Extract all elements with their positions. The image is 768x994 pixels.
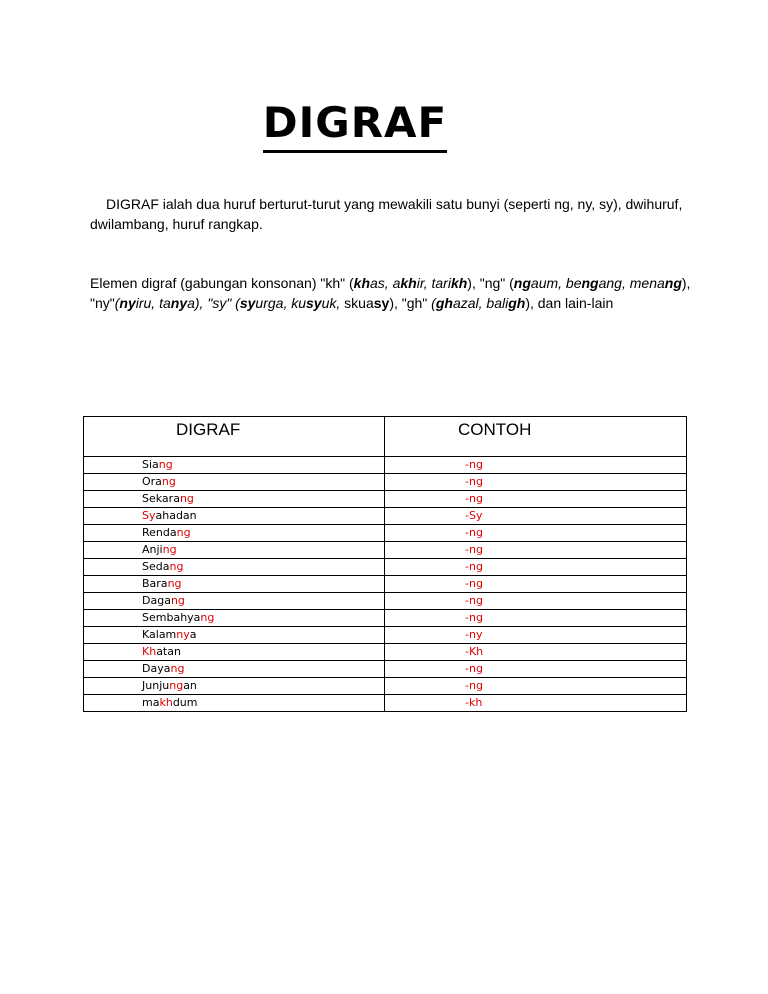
digraf-highlight: Kh [142,645,157,658]
word-part: Daya [142,662,171,675]
paragraph-segment: ny [119,295,136,311]
digraf-table [83,416,687,712]
table-row [84,559,687,576]
title-text: DIGRAF [263,98,448,153]
paragraph-segment: Elemen digraf (gabungan konsonan) "kh" ( [90,275,354,291]
word-cell [84,627,385,644]
paragraph-segment: kh [450,275,468,291]
word-part: Kalam [142,628,177,641]
paragraph-segment: kh [400,275,417,291]
table-row [84,644,687,661]
suffix-cell: -ng [385,661,687,678]
paragraph-segment: ir, tari [416,275,451,291]
definition-paragraph [90,194,700,234]
table-row [84,491,687,508]
paragraph-segment: ( [114,295,120,311]
paragraph-segment: sy [373,295,390,311]
suffix-cell: -Sy [385,508,687,525]
word-cell [84,644,385,661]
suffix-cell: -ng [385,610,687,627]
word-part: Sembahya [142,611,201,624]
paragraph-segment: uk, [321,295,341,311]
table-row [84,627,687,644]
word-cell [84,508,385,525]
elements-paragraph [90,273,700,313]
table-row [84,542,687,559]
word-part: atan [156,645,181,658]
digraf-highlight: ng [161,475,176,488]
word-part: Ora [142,475,162,488]
table-row [84,525,687,542]
paragraph-segment: skua [340,295,374,311]
paragraph-segment: ), "ny" [90,275,691,311]
suffix-cell: -ng [385,542,687,559]
word-part: Junju [142,679,170,692]
paragraph-segment: ng [664,275,682,291]
word-part: ma [142,696,160,709]
table-row [84,457,687,474]
paragraph-segment: gh [435,295,453,311]
word-cell [84,695,385,712]
suffix-cell: -ng [385,678,687,695]
paragraph-segment: ), "gh" [389,295,432,311]
word-cell [84,610,385,627]
header-contoh: CONTOH [385,417,687,457]
paragraph-segment: iru, ta [135,295,171,311]
suffix-cell: -ng [385,576,687,593]
word-cell [84,542,385,559]
suffix-cell: -ng [385,525,687,542]
suffix-cell: -Kh [385,644,687,661]
word-cell [84,678,385,695]
paragraph-segment: sy [306,295,322,311]
table-row [84,678,687,695]
word-part: Sekara [142,492,180,505]
word-part: Seda [142,560,170,573]
word-part: ahadan [155,509,197,522]
table-row [84,661,687,678]
paragraph-segment: ng [513,275,531,291]
table-header-row [84,417,687,457]
page-title [0,98,710,153]
digraf-highlight: ng [169,560,184,573]
definition-text: DIGRAF ialah dua huruf berturut-turut yang mewakili satu bunyi (seperti ng, ny, sy), dwihuruf, dwilambang, huruf rangkap. [90,196,683,232]
word-cell [84,559,385,576]
digraf-highlight: ng [167,577,182,590]
paragraph-segment: kh [353,275,370,291]
digraf-highlight: ng [170,662,185,675]
word-cell [84,661,385,678]
paragraph-segment: aum, be [530,275,582,291]
word-cell [84,593,385,610]
digraf-highlight: ng [179,492,194,505]
suffix-cell: -ng [385,474,687,491]
paragraph-segment: ), dan lain-lain [525,295,614,311]
paragraph-segment: ), "ng" ( [467,275,514,291]
word-cell [84,491,385,508]
word-part: an [183,679,197,692]
word-part: dum [172,696,198,709]
digraf-highlight: kh [159,696,173,709]
paragraph-segment: a), [187,295,208,311]
digraf-table-wrap [83,416,686,712]
word-part: Renda [142,526,177,539]
paragraph-segment: sy [239,295,256,311]
suffix-cell: -ng [385,559,687,576]
word-cell [84,474,385,491]
table-row [84,610,687,627]
word-part: Anji [142,543,163,556]
table-row [84,576,687,593]
word-part: Daga [142,594,171,607]
word-cell [84,457,385,474]
digraf-highlight: ng [169,679,184,692]
paragraph-segment: "sy" ( [207,295,240,311]
paragraph-segment: ( [431,295,436,311]
digraf-highlight: Sy [142,509,156,522]
paragraph-segment: ng [581,275,599,291]
table-row [84,474,687,491]
word-cell [84,525,385,542]
word-part: a [189,628,197,641]
suffix-cell: -kh [385,695,687,712]
suffix-cell: -ng [385,593,687,610]
digraf-highlight: ng [200,611,215,624]
table-row [84,695,687,712]
paragraph-segment: ny [170,295,188,311]
digraf-highlight: ng [170,594,185,607]
word-cell [84,576,385,593]
word-part: Bara [142,577,168,590]
digraf-highlight: ng [176,526,191,539]
paragraph-segment: as, a [370,275,401,291]
header-digraf: DIGRAF [84,417,385,457]
paragraph-segment: ang, mena [598,275,665,291]
digraf-highlight: ny [176,628,190,641]
suffix-cell: -ny [385,627,687,644]
word-part: Sia [142,458,159,471]
digraf-highlight: ng [162,543,177,556]
digraf-highlight: ng [158,458,173,471]
paragraph-segment: gh [508,295,526,311]
table-row [84,508,687,525]
paragraph-segment: azal, bali [452,295,509,311]
suffix-cell: -ng [385,491,687,508]
paragraph-segment: urga, ku [255,295,307,311]
table-row [84,593,687,610]
suffix-cell: -ng [385,457,687,474]
